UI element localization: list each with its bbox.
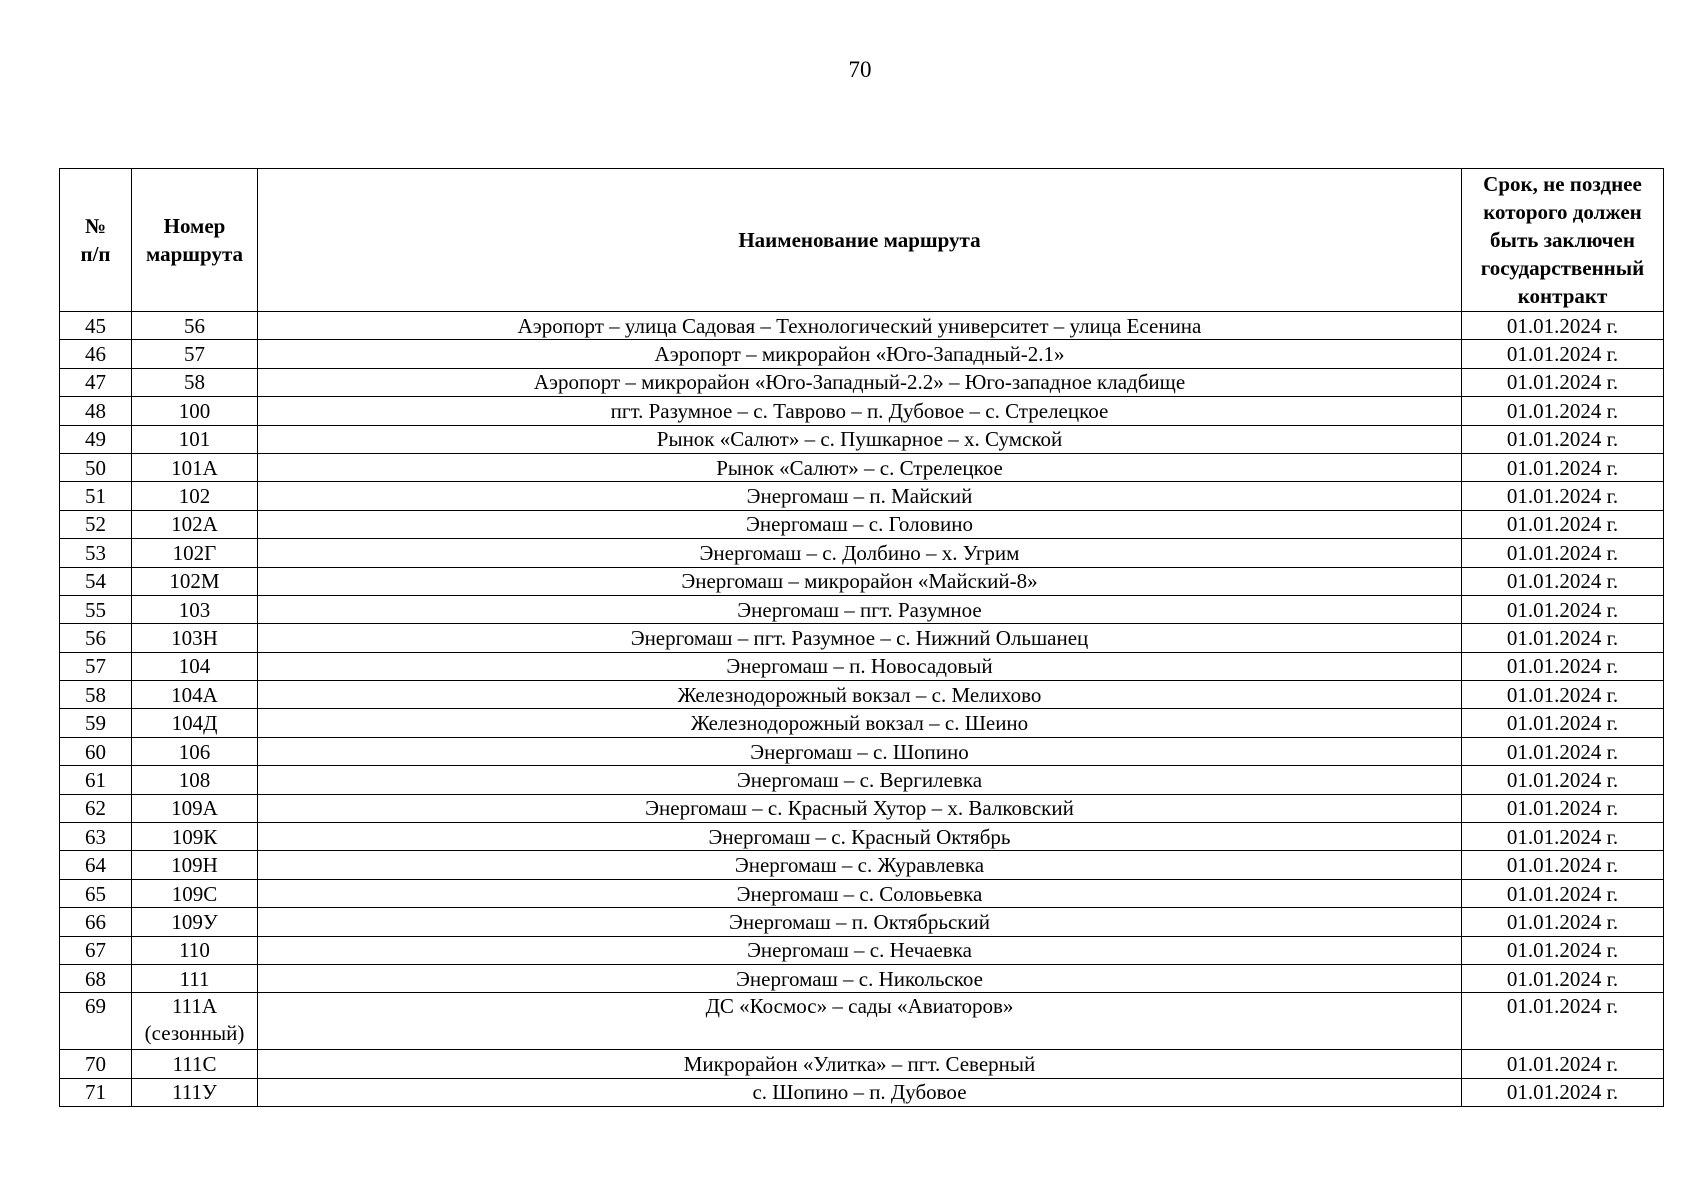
contract-deadline-cell: 01.01.2024 г. (1462, 794, 1664, 822)
contract-deadline-cell: 01.01.2024 г. (1462, 368, 1664, 396)
routes-table-body (60, 312, 1664, 1107)
route-number-cell: 104А (132, 681, 258, 709)
route-name-cell: Энергомаш – пгт. Разумное (258, 595, 1462, 623)
table-row (60, 879, 1664, 907)
route-name-cell: Энергомаш – с. Журавлевка (258, 851, 1462, 879)
route-number-cell: 58 (132, 368, 258, 396)
route-name-cell: Энергомаш – с. Головино (258, 510, 1462, 538)
header-deadline-line3: быть заключен (1490, 228, 1635, 252)
row-number-cell: 47 (60, 368, 132, 396)
table-row (60, 851, 1664, 879)
table-row (60, 964, 1664, 992)
header-deadline-line2: которого должен (1483, 200, 1642, 224)
header-deadline-line4: государственный (1480, 256, 1645, 280)
route-name-cell: ДС «Космос» – сады «Авиаторов» (258, 993, 1462, 1050)
route-name-cell: Энергомаш – с. Нечаевка (258, 936, 1462, 964)
route-name-cell: Аэропорт – микрорайон «Юго-Западный-2.2» – Юго-западное кладбище (258, 368, 1462, 396)
table-row (60, 936, 1664, 964)
table-row (60, 312, 1664, 340)
route-name-cell: Железнодорожный вокзал – с. Мелихово (258, 681, 1462, 709)
route-number-cell: 111С (132, 1050, 258, 1078)
table-row (60, 624, 1664, 652)
table-row (60, 482, 1664, 510)
route-number-cell: 110 (132, 936, 258, 964)
table-row (60, 681, 1664, 709)
contract-deadline-cell: 01.01.2024 г. (1462, 567, 1664, 595)
contract-deadline-cell: 01.01.2024 г. (1462, 453, 1664, 481)
header-route-number-line1: Номер (163, 214, 226, 238)
route-name-cell: Энергомаш – п. Майский (258, 482, 1462, 510)
route-name-cell: Рынок «Салют» – с. Пушкарное – х. Сумской (258, 425, 1462, 453)
contract-deadline-cell: 01.01.2024 г. (1462, 766, 1664, 794)
row-number-cell: 51 (60, 482, 132, 510)
route-number-cell: 102А (132, 510, 258, 538)
route-name-cell: Энергомаш – микрорайон «Майский-8» (258, 567, 1462, 595)
route-number-cell (132, 993, 258, 1050)
route-name-cell: Энергомаш – с. Вергилевка (258, 766, 1462, 794)
route-number-cell: 109Н (132, 851, 258, 879)
contract-deadline-cell: 01.01.2024 г. (1462, 397, 1664, 425)
route-number-cell: 101А (132, 453, 258, 481)
row-number-cell: 55 (60, 595, 132, 623)
route-number-cell: 104 (132, 652, 258, 680)
route-name-cell: Энергомаш – с. Шопино (258, 737, 1462, 765)
route-number-cell: 100 (132, 397, 258, 425)
route-name-cell: Энергомаш – с. Соловьевка (258, 879, 1462, 907)
route-name-cell: с. Шопино – п. Дубовое (258, 1078, 1462, 1106)
route-number-cell: 111У (132, 1078, 258, 1106)
table-row (60, 794, 1664, 822)
contract-deadline-cell: 01.01.2024 г. (1462, 936, 1664, 964)
route-name-cell: Энергомаш – с. Никольское (258, 964, 1462, 992)
header-route-name: Наименование маршрута (258, 169, 1462, 312)
route-name-cell: Энергомаш – п. Новосадовый (258, 652, 1462, 680)
route-name-cell: Микрорайон «Улитка» – пгт. Северный (258, 1050, 1462, 1078)
contract-deadline-cell: 01.01.2024 г. (1462, 539, 1664, 567)
route-number: 111А (171, 994, 218, 1019)
table-row (60, 340, 1664, 368)
contract-deadline-cell: 01.01.2024 г. (1462, 851, 1664, 879)
row-number-cell: 52 (60, 510, 132, 538)
header-route-number-line2: маршрута (145, 242, 244, 266)
header-route-number (132, 169, 258, 312)
route-name-cell: Аэропорт – микрорайон «Юго-Западный-2.1» (258, 340, 1462, 368)
contract-deadline-cell: 01.01.2024 г. (1462, 1078, 1664, 1106)
route-number-cell: 104Д (132, 709, 258, 737)
header-deadline-line5: контракт (1517, 284, 1608, 308)
contract-deadline-cell: 01.01.2024 г. (1462, 879, 1664, 907)
table-row (60, 453, 1664, 481)
contract-deadline-cell: 01.01.2024 г. (1462, 425, 1664, 453)
header-row-number (60, 169, 132, 312)
row-number-cell: 45 (60, 312, 132, 340)
contract-deadline-cell: 01.01.2024 г. (1462, 908, 1664, 936)
header-row-number-line1: № (84, 214, 107, 238)
table-row (60, 993, 1664, 1050)
row-number-cell: 46 (60, 340, 132, 368)
table-row (60, 539, 1664, 567)
table-row (60, 737, 1664, 765)
contract-deadline-cell: 01.01.2024 г. (1462, 510, 1664, 538)
route-number-cell: 57 (132, 340, 258, 368)
table-row (60, 425, 1664, 453)
route-number-cell: 102М (132, 567, 258, 595)
route-name-cell: Аэропорт – улица Садовая – Технологический университет – улица Есенина (258, 312, 1462, 340)
contract-deadline-cell: 01.01.2024 г. (1462, 709, 1664, 737)
table-row (60, 823, 1664, 851)
route-number-cell: 109К (132, 823, 258, 851)
contract-deadline-cell: 01.01.2024 г. (1462, 595, 1664, 623)
route-name-cell: пгт. Разумное – с. Таврово – п. Дубовое – с. Стрелецкое (258, 397, 1462, 425)
row-number-cell: 50 (60, 453, 132, 481)
header-contract-deadline (1462, 169, 1664, 312)
contract-deadline-cell: 01.01.2024 г. (1462, 1050, 1664, 1078)
table-row (60, 908, 1664, 936)
table-row (60, 510, 1664, 538)
table-row (60, 368, 1664, 396)
row-number-cell: 54 (60, 567, 132, 595)
contract-deadline-cell: 01.01.2024 г. (1462, 681, 1664, 709)
route-number-cell: 108 (132, 766, 258, 794)
route-name-cell: Энергомаш – с. Красный Хутор – х. Валковский (258, 794, 1462, 822)
contract-deadline-cell: 01.01.2024 г. (1462, 482, 1664, 510)
route-name-cell: Энергомаш – с. Красный Октябрь (258, 823, 1462, 851)
table-row (60, 766, 1664, 794)
table-row (60, 1050, 1664, 1078)
header-row-number-line2: п/п (80, 242, 111, 266)
row-number-cell: 60 (60, 737, 132, 765)
row-number-cell: 48 (60, 397, 132, 425)
row-number-cell: 66 (60, 908, 132, 936)
route-name-cell: Рынок «Салют» – с. Стрелецкое (258, 453, 1462, 481)
row-number-cell: 56 (60, 624, 132, 652)
route-name-cell: Энергомаш – пгт. Разумное – с. Нижний Ольшанец (258, 624, 1462, 652)
row-number-cell: 59 (60, 709, 132, 737)
row-number-cell: 58 (60, 681, 132, 709)
table-row (60, 1078, 1664, 1106)
row-number-cell: 68 (60, 964, 132, 992)
contract-deadline-cell: 01.01.2024 г. (1462, 624, 1664, 652)
route-number-cell: 109С (132, 879, 258, 907)
row-number-cell: 64 (60, 851, 132, 879)
route-number-cell: 101 (132, 425, 258, 453)
route-name-cell: Энергомаш – с. Долбино – х. Угрим (258, 539, 1462, 567)
row-number-cell: 53 (60, 539, 132, 567)
route-number-cell: 102Г (132, 539, 258, 567)
routes-table (59, 168, 1664, 1107)
table-row (60, 397, 1664, 425)
route-name-cell: Энергомаш – п. Октябрьский (258, 908, 1462, 936)
route-number-cell: 103 (132, 595, 258, 623)
route-number-cell: 109А (132, 794, 258, 822)
row-number-cell: 49 (60, 425, 132, 453)
table-header-row (60, 169, 1664, 312)
route-number-cell: 109У (132, 908, 258, 936)
table-row (60, 595, 1664, 623)
route-note: (сезонный) (144, 1021, 245, 1046)
row-number-cell: 71 (60, 1078, 132, 1106)
row-number-cell: 61 (60, 766, 132, 794)
route-number-cell: 56 (132, 312, 258, 340)
contract-deadline-cell: 01.01.2024 г. (1462, 312, 1664, 340)
route-number-cell: 111 (132, 964, 258, 992)
row-number-cell: 57 (60, 652, 132, 680)
contract-deadline-cell: 01.01.2024 г. (1462, 652, 1664, 680)
row-number-cell: 63 (60, 823, 132, 851)
route-number-cell: 102 (132, 482, 258, 510)
row-number-cell: 65 (60, 879, 132, 907)
contract-deadline-cell: 01.01.2024 г. (1462, 737, 1664, 765)
contract-deadline-cell: 01.01.2024 г. (1462, 823, 1664, 851)
contract-deadline-cell: 01.01.2024 г. (1462, 964, 1664, 992)
table-row (60, 652, 1664, 680)
row-number-cell: 62 (60, 794, 132, 822)
header-deadline-line1: Срок, не позднее (1483, 172, 1642, 196)
table-row (60, 709, 1664, 737)
contract-deadline-cell: 01.01.2024 г. (1462, 340, 1664, 368)
contract-deadline-cell: 01.01.2024 г. (1462, 993, 1664, 1050)
page-number: 70 (848, 57, 872, 82)
row-number-cell: 69 (60, 993, 132, 1050)
route-number-cell: 106 (132, 737, 258, 765)
route-number-cell: 103Н (132, 624, 258, 652)
table-row (60, 567, 1664, 595)
row-number-cell: 67 (60, 936, 132, 964)
row-number-cell: 70 (60, 1050, 132, 1078)
route-name-cell: Железнодорожный вокзал – с. Шеино (258, 709, 1462, 737)
